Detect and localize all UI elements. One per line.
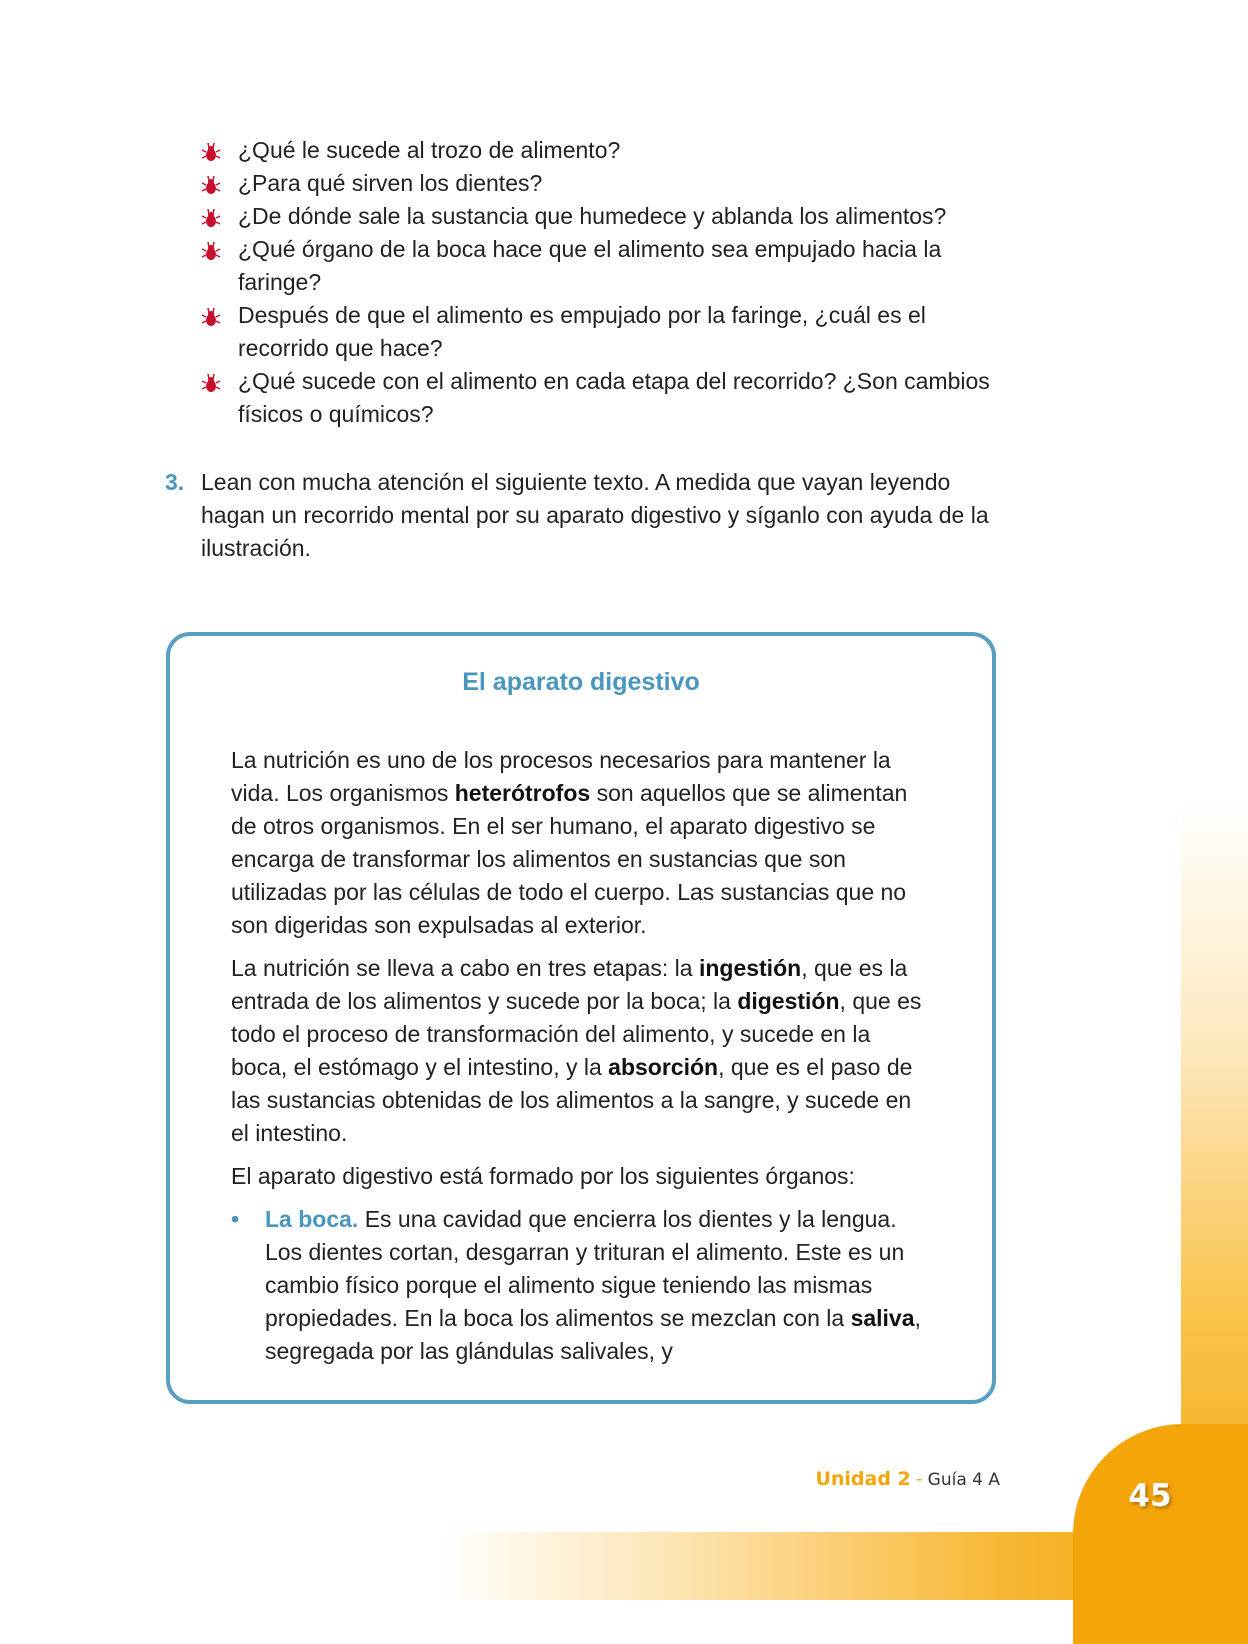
text-run: son aquellos que se alimentan de otros organismos. En el ser humano, el aparato digestivo se encarga de transformar los alimentos en sustancias que son utilizadas por las células de todo el cuerpo. Las sustancias que no son digeridas son expulsadas al exterior. [231,780,908,938]
question-item [200,134,1000,167]
question-item [200,299,1000,365]
organ-name: La boca. [265,1206,359,1232]
text-run: La nutrición es uno de los procesos necesarios para mantener la vida. Los organismos [231,747,891,806]
question-text: ¿Qué sucede con el alimento en cada etapa del recorrido? ¿Son cambios físicos o químicos? [238,368,990,427]
bug-icon [200,174,222,196]
question-item [200,200,1000,233]
bug-icon [200,240,222,262]
bug-icon [200,141,222,163]
page-number-tab [1073,1424,1248,1644]
question-list [200,134,1000,431]
text-run: Es una cavidad que encierra los dientes y la lengua. Los dientes cortan, desgarran y trituran el alimento. Este es un cambio físico porque el alimento sigue teniendo las mismas propiedades. En la boca los alimentos se mezclan con la [265,1206,905,1331]
text-run: , que es la entrada de los alimentos y sucede por la boca; la [231,955,908,1014]
question-item [200,167,1000,200]
bug-icon [200,372,222,394]
text-run: , segregada por las glándulas salivales, y [265,1305,921,1364]
term-absorcion: absorción [608,1054,719,1080]
bug-icon [200,306,222,328]
info-box [166,632,996,1404]
term-ingestion: ingestión [698,955,802,981]
question-text: ¿Para qué sirven los dientes? [238,170,543,196]
footer-label [760,1468,1000,1491]
term-digestion: digestión [737,988,840,1014]
question-text: ¿Qué órgano de la boca hace que el alimento sea empujado hacia la faringe? [238,236,942,295]
step-text: Lean con mucha atención el siguiente texto. A medida que vayan leyendo hagan un recorrido mental por su aparato digestivo y síganlo con ayuda de la ilustración. [201,469,989,561]
paragraph-organs-intro: El aparato digestivo está formado por los siguientes órganos: [231,1163,855,1189]
info-box-title: El aparato digestivo [462,668,700,696]
paragraph-stages [231,952,931,1150]
text-run: , que es todo el proceso de transformación del alimento, y sucede en la boca, el estómago y el intestino, y la [231,988,922,1080]
text-run: La nutrición se lleva a cabo en tres etapas: la [231,955,699,981]
organ-item-boca [231,1203,931,1368]
guide-label: Guía 4 A [927,1470,1000,1490]
step-number: 3. [165,469,185,495]
bug-icon [200,207,222,229]
question-text: ¿De dónde sale la sustancia que humedece y ablanda los alimentos? [238,203,947,229]
question-text: ¿Qué le sucede al trozo de alimento? [238,137,621,163]
term-saliva: saliva [850,1305,915,1331]
separator: - [910,1469,928,1490]
paragraph-nutrition [231,744,931,942]
question-item [200,233,1000,299]
bullet-dot: • [231,1206,240,1232]
unit-label: Unidad 2 [815,1468,911,1490]
question-text: Después de que el alimento es empujado por la faringe, ¿cuál es el recorrido que hace? [238,302,926,361]
question-item [200,365,1000,431]
page-number: 45 [1128,1478,1172,1514]
info-box-body [231,744,931,1378]
text-run: , que es el paso de las sustancias obtenidas de los alimentos a la sangre, y sucede en el intestino. [231,1054,913,1146]
instruction-step [165,466,1005,565]
term-heterotrofos: heterótrofos [454,780,591,806]
